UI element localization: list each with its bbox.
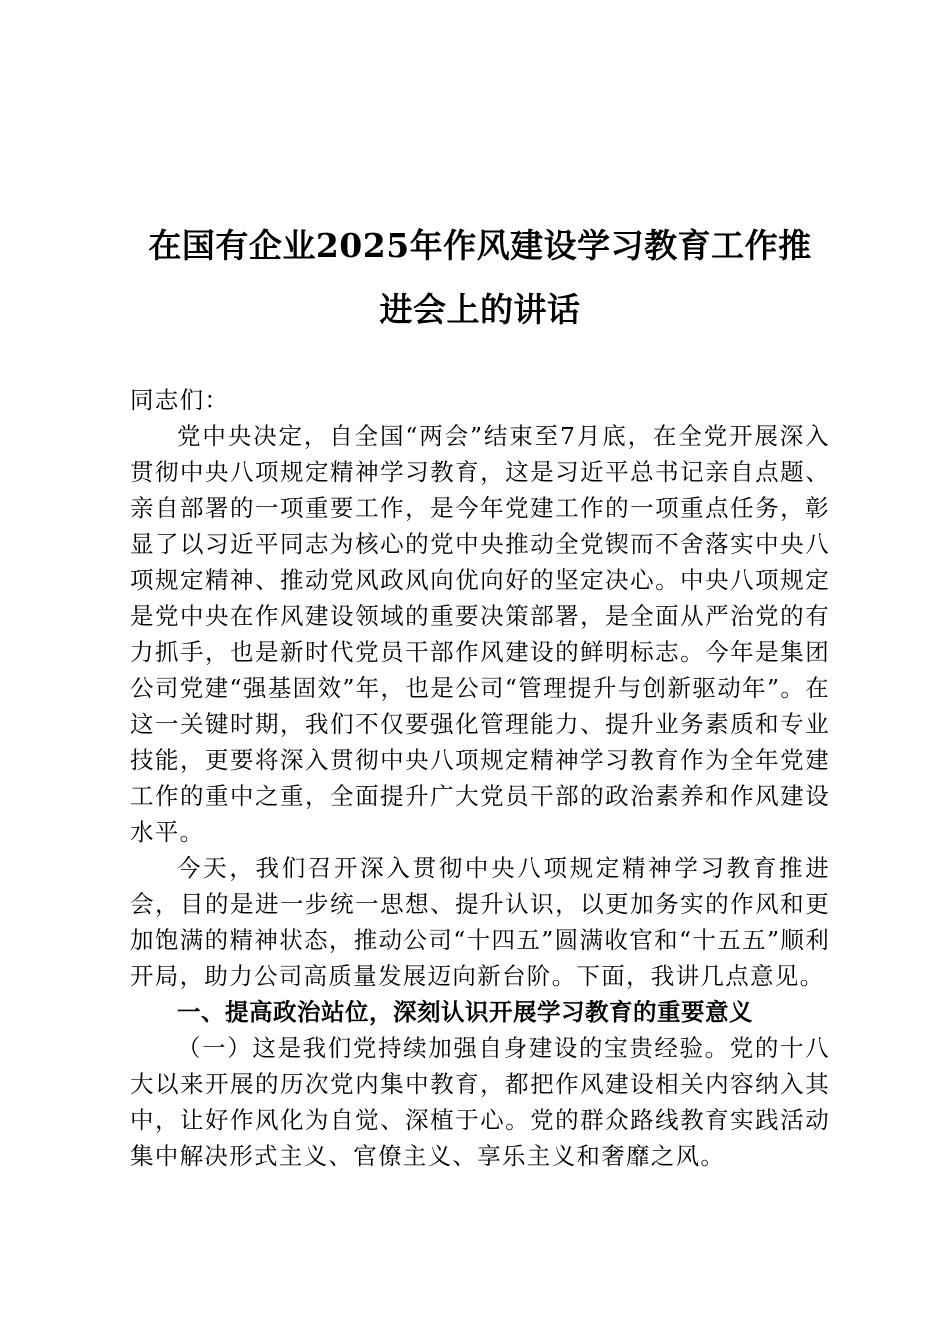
paragraph-1: 党中央决定，自全国“两会”结束至7月底，在全党开展深入贯彻中央八项规定精神学习教育，这是习近平总书记亲自点题、亲自部署的一项重要工作，是今年党建工作的一项重点任务，彰显了以习近平同志为核心的党中央推动全党锲而不舍落实中央八项规定精神、推动党风政风向优向好的坚定决心。中央八项规定是党中央在作风建设领域的重要决策部署，是全面从严治党的有力抓手，也是新时代党员干部作风建设的鲜明标志。今年是集团公司党建“强基固效”年，也是公司“管理提升与创新驱动年”。在这一关键时期，我们不仅要强化管理能力、提升业务素质和专业技能，更要将深入贯彻中央八项规定精神学习教育作为全年党建工作的重中之重，全面提升广大党员干部的政治素养和作风建设水平。 [130,422,830,846]
section-heading-1: 一、提高政治站位，深刻认识开展学习教育的重要意义 [177,998,753,1026]
paragraph-2: 今天，我们召开深入贯彻中央八项规定精神学习教育推进会，目的是进一步统一思想、提升认识，以更加务实的作风和更加饱满的精神状态，推动公司“十四五”圆满收官和“十五五”顺利开局，助力公司高质量发展迈向新台阶。下面，我讲几点意见。 [130,854,830,990]
title-line-2: 进会上的讲话 [379,290,581,329]
document-title [110,214,850,342]
salutation: 同志们： [130,386,230,414]
title-line-1: 在国有企业2025年作风建设学习教育工作推 [148,226,812,265]
document-body [130,382,830,1174]
paragraph-3: （一）这是我们党持续加强自身建设的宝贵经验。党的十八大以来开展的历次党内集中教育，都把作风建设相关内容纳入其中，让好作风化为自觉、深植于心。党的群众路线教育实践活动集中解决形式主义、官僚主义、享乐主义和奢靡之风。 [130,1034,830,1170]
